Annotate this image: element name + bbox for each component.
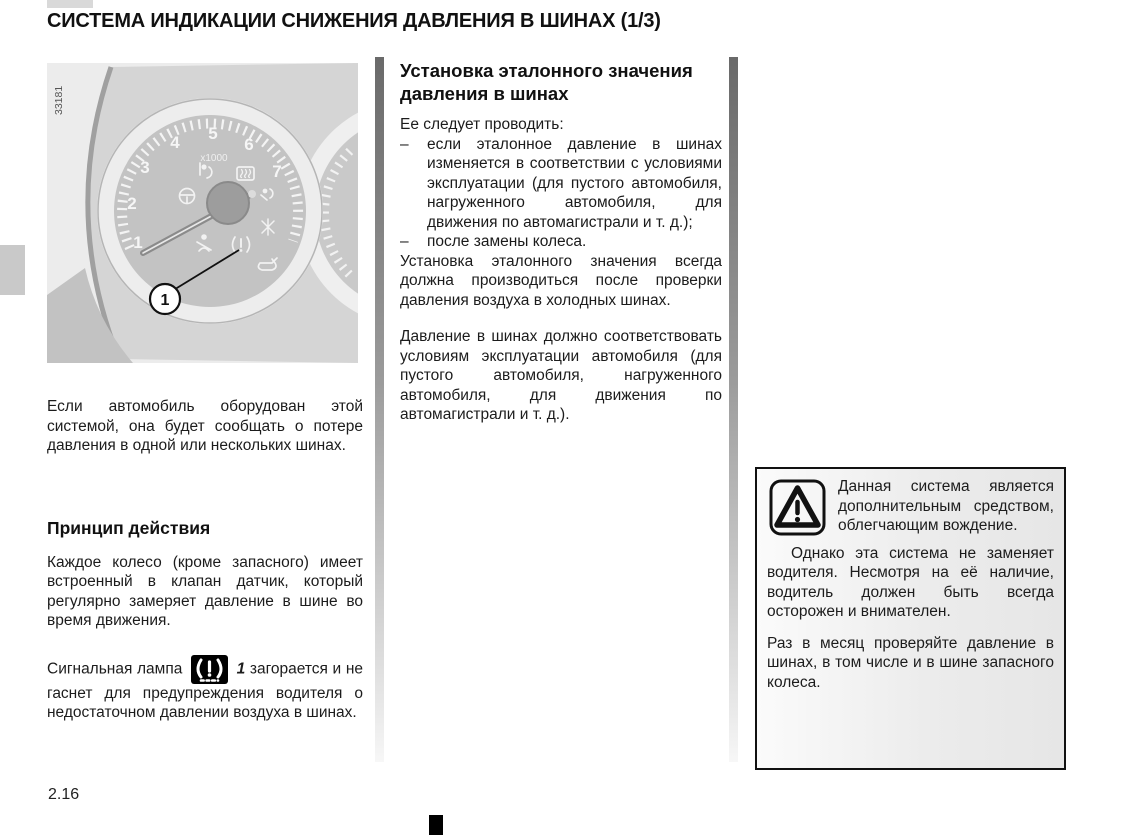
- right-column: [755, 467, 1066, 770]
- tpms-warning-lamp-icon: [191, 655, 228, 684]
- page-title: СИСТЕМА ИНДИКАЦИИ СНИЖЕНИЯ ДАВЛЕНИЯ В ШИНАХ (1/3): [47, 10, 661, 32]
- bullet-item: [400, 232, 722, 252]
- bullet-text: после замены колеса.: [427, 233, 587, 250]
- lead-paragraph: Ее следует проводить:: [400, 116, 564, 133]
- corner-strip: [47, 0, 93, 8]
- warning-paragraph-2: Однако эта система не заменяет водителя. Несмотря на её наличие, водитель должен быть всегда осторожен и внимателен.: [767, 544, 1054, 620]
- scale-number: 7: [272, 162, 282, 181]
- intro-paragraph: Если автомобиль оборудован этой системой, она будет сообщать о потере давления в одной или нескольких шинах.: [47, 398, 363, 454]
- bullet-item: [400, 135, 722, 233]
- bullet-marker: –: [400, 135, 409, 153]
- scale-number: 3: [140, 158, 150, 177]
- section-edge-tab: [0, 245, 25, 295]
- warning-triangle-icon: [769, 479, 826, 536]
- multiplier-label: x1000: [200, 153, 228, 164]
- scale-number: 6: [244, 135, 254, 154]
- lamp-callout-ref: 1: [236, 660, 246, 678]
- warning-box: [755, 467, 1066, 770]
- warning-paragraph-3: Раз в месяц проверяйте давление в шинах, в том числе и в шине запасного колеса.: [767, 634, 1054, 691]
- setting-heading: Установка эталонного значения давления в шинах: [400, 60, 693, 104]
- callout-number: 1: [160, 292, 170, 309]
- left-column: [47, 397, 363, 723]
- scale-number: 4: [170, 133, 180, 152]
- lamp-paragraph: [47, 655, 363, 723]
- warning-paragraph-1: Данная система является дополнительным средством, облегчающим вождение.: [838, 478, 1054, 534]
- column-divider-right: [729, 57, 738, 762]
- column-divider-left: [375, 57, 384, 762]
- page-number: 2.16: [48, 786, 80, 803]
- principle-paragraph: Каждое колесо (кроме запасного) имеет встроенный в клапан датчик, который регулярно замеряет давление в шине во время движения.: [47, 553, 363, 629]
- lamp-text-before: Сигнальная лампа: [47, 660, 183, 678]
- needle-hub: [207, 182, 249, 224]
- scale-number: 1: [133, 233, 143, 252]
- bullet-text: если эталонное давление в шинах изменяется в соответствии с условиями эксплуатации (для пустого автомобиля, нагруженного автомобиля, для движения по автомагистрали и т. д.);: [427, 135, 722, 231]
- scale-number: 2: [127, 194, 137, 213]
- figure-id: 33181: [53, 85, 65, 115]
- lamp-text-after: загорается и не гаснет для предупреждения водителя о недостаточном давлении воздуха в шинах.: [47, 660, 363, 721]
- instrument-cluster-figure: [47, 63, 358, 363]
- principle-heading: Принцип действия: [47, 517, 211, 538]
- scale-number: 5: [208, 124, 218, 143]
- footer-print-mark: [429, 815, 443, 835]
- middle-column: [400, 59, 722, 425]
- setting-paragraph-2: Давление в шинах должно соответствовать условиям эксплуатации автомобиля (для пустого автомобиля, нагруженного автомобиля, для движения по автомагистрали и т. д.).: [400, 328, 722, 423]
- setting-paragraph-1: Установка эталонного значения всегда должна производиться после проверки давления воздуха в холодных шинах.: [400, 252, 722, 309]
- bullet-marker: –: [400, 233, 409, 250]
- cluster-illustration: [47, 63, 358, 363]
